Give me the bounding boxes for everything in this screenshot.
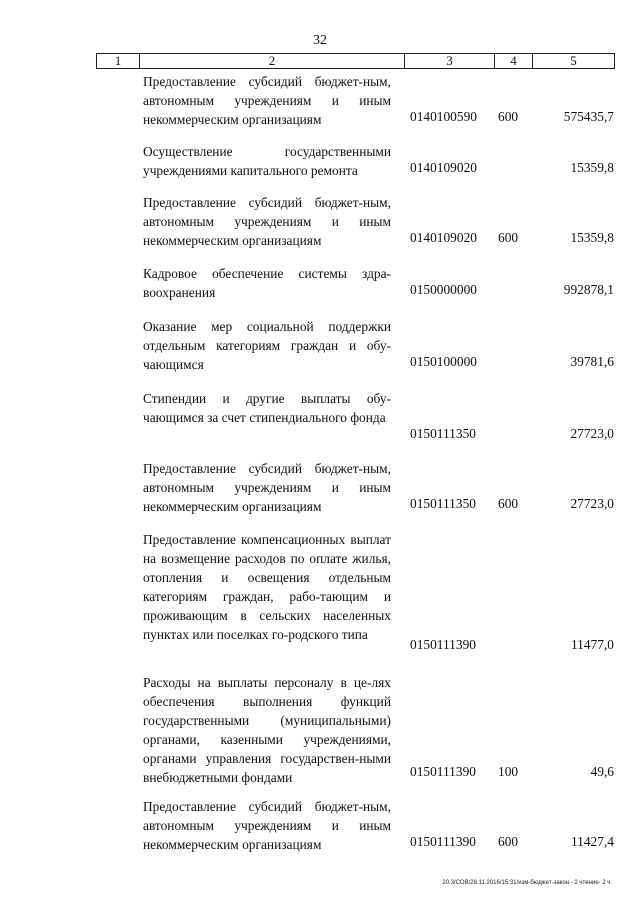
row-amount: 11477,0 [570, 637, 614, 652]
row-type: 600 [498, 834, 519, 849]
row-code: 0150111350 [410, 496, 476, 511]
row-amount: 15359,8 [570, 160, 614, 175]
row-code: 0150100000 [410, 354, 477, 369]
row-amount: 575435,7 [563, 109, 614, 124]
row-code: 0140100590 [410, 109, 477, 124]
header-cell-1: 1 [97, 54, 140, 68]
row-code: 0140109020 [410, 160, 477, 175]
row-description: Стипендии и другие выплаты обу-чающимся за счет стипендиального фонда [143, 391, 391, 425]
row-amount: 39781,6 [570, 354, 614, 369]
row-type: 600 [498, 230, 519, 245]
row-amount: 992878,1 [563, 282, 614, 297]
row-amount: 15359,8 [570, 230, 614, 245]
header-cell-2: 2 [140, 54, 405, 68]
row-description: Предоставление субсидий бюджет-ным, автономным учреждениям и иным некоммерческим организациям [143, 74, 391, 127]
page-number: 32 [313, 33, 327, 48]
row-description: Кадровое обеспечение системы здра-воохранения [143, 266, 391, 300]
row-amount: 27723,0 [570, 426, 614, 441]
row-description: Предоставление субсидий бюджет-ным, автономным учреждениям и иным некоммерческим организациям [143, 799, 391, 852]
row-description: Предоставление компенсационных выплат на возмещение расходов по оплате жилья, отопления и освещения отдельным категориям граждан, рабо-тающим и проживающим в сельских населенных пунктах или поселках го-родского типа [143, 532, 391, 642]
row-description: Оказание мер социальной поддержки отдельным категориям граждан и обу-чающимся [143, 319, 391, 372]
header-cell-3: 3 [405, 54, 495, 68]
header-cell-5: 5 [570, 53, 577, 68]
row-amount: 11427,4 [570, 834, 614, 849]
row-description: Предоставление субсидий бюджет-ным, автономным учреждениям и иным некоммерческим организациям [143, 195, 391, 248]
row-type: 100 [498, 764, 519, 779]
row-amount: 49,6 [590, 764, 614, 779]
footer-document-stamp: 20.3/СОВ/28.11.2016/15:31/изм-бюджет-закон - 2 чтение- 2 ч. [442, 880, 612, 886]
row-code: 0150111390 [410, 834, 476, 849]
row-type: 600 [498, 109, 519, 124]
row-code: 0150111350 [410, 426, 476, 441]
row-code: 0150111390 [410, 637, 476, 652]
row-description: Расходы на выплаты персоналу в це-лях обеспечения выполнения функций государственными (муниципальными) органами, казенными учреждениями, органами управления государствен-ными внебюджетными фондами [143, 675, 391, 785]
row-code: 0150111390 [410, 764, 476, 779]
row-code: 0140109020 [410, 230, 477, 245]
row-code: 0150000000 [410, 282, 477, 297]
row-description: Осуществление государственными учреждениями капитального ремонта [143, 144, 391, 178]
row-type: 600 [498, 496, 519, 511]
row-description: Предоставление субсидий бюджет-ным, автономным учреждениям и иным некоммерческим организациям [143, 461, 391, 514]
header-cell-4: 4 [495, 54, 533, 68]
row-amount: 27723,0 [570, 496, 614, 511]
